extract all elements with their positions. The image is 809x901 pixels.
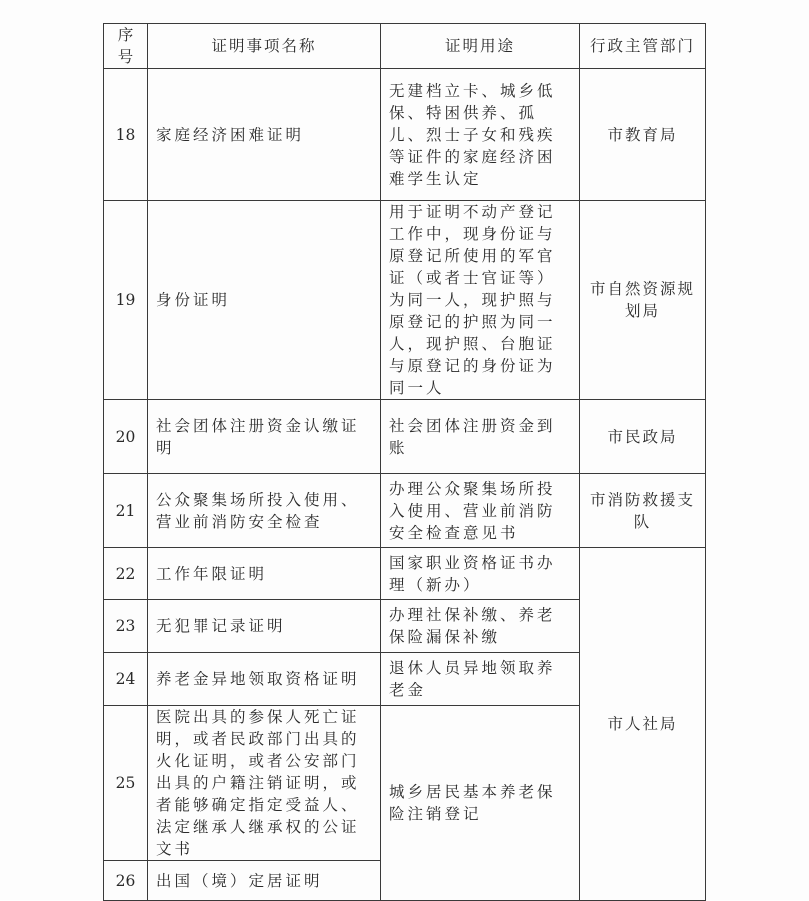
certification-items-table	[103, 23, 706, 901]
table-row	[104, 201, 706, 400]
item-use: 用于证明不动产登记工作中，现身份证与原登记所使用的军官证（或者士官证等）为同一人，现护照与原登记的护照为同一人，现护照、台胞证与原登记的身份证为同一人	[381, 201, 580, 400]
header-row	[104, 24, 706, 69]
item-dept-merged: 市人社局	[580, 548, 706, 901]
item-dept: 市教育局	[580, 69, 706, 201]
item-use: 办理公众聚集场所投入使用、营业前消防安全检查意见书	[381, 474, 580, 548]
header-name: 证明事项名称	[148, 24, 381, 69]
item-name: 工作年限证明	[148, 548, 381, 600]
item-dept: 市自然资源规划局	[580, 201, 706, 400]
item-name: 出国（境）定居证明	[148, 861, 381, 901]
item-name: 无犯罪记录证明	[148, 600, 381, 653]
row-number: 21	[104, 474, 148, 548]
header-dept: 行政主管部门	[580, 24, 706, 69]
item-name: 养老金异地领取资格证明	[148, 653, 381, 706]
row-number: 20	[104, 400, 148, 474]
item-dept: 市民政局	[580, 400, 706, 474]
row-number: 23	[104, 600, 148, 653]
table-row	[104, 400, 706, 474]
item-dept: 市消防救援支队	[580, 474, 706, 548]
item-name: 社会团体注册资金认缴证明	[148, 400, 381, 474]
table-row	[104, 548, 706, 600]
table-row	[104, 69, 706, 201]
row-number: 26	[104, 861, 148, 901]
row-number: 18	[104, 69, 148, 201]
item-name: 公众聚集场所投入使用、营业前消防安全检查	[148, 474, 381, 548]
item-name: 身份证明	[148, 201, 381, 400]
item-name: 医院出具的参保人死亡证明，或者民政部门出具的火化证明，或者公安部门出具的户籍注销证明，或者能够确定指定受益人、法定继承人继承权的公证文书	[148, 706, 381, 861]
header-use: 证明用途	[381, 24, 580, 69]
item-use: 办理社保补缴、养老保险漏保补缴	[381, 600, 580, 653]
row-number: 24	[104, 653, 148, 706]
item-use: 国家职业资格证书办理（新办）	[381, 548, 580, 600]
row-number: 25	[104, 706, 148, 861]
header-num: 序号	[104, 24, 148, 69]
item-use-merged: 城乡居民基本养老保险注销登记	[381, 706, 580, 901]
item-name: 家庭经济困难证明	[148, 69, 381, 201]
item-use: 社会团体注册资金到账	[381, 400, 580, 474]
table-row	[104, 474, 706, 548]
item-use: 无建档立卡、城乡低保、特困供养、孤儿、烈士子女和残疾等证件的家庭经济困难学生认定	[381, 69, 580, 201]
item-use: 退休人员异地领取养老金	[381, 653, 580, 706]
row-number: 22	[104, 548, 148, 600]
row-number: 19	[104, 201, 148, 400]
